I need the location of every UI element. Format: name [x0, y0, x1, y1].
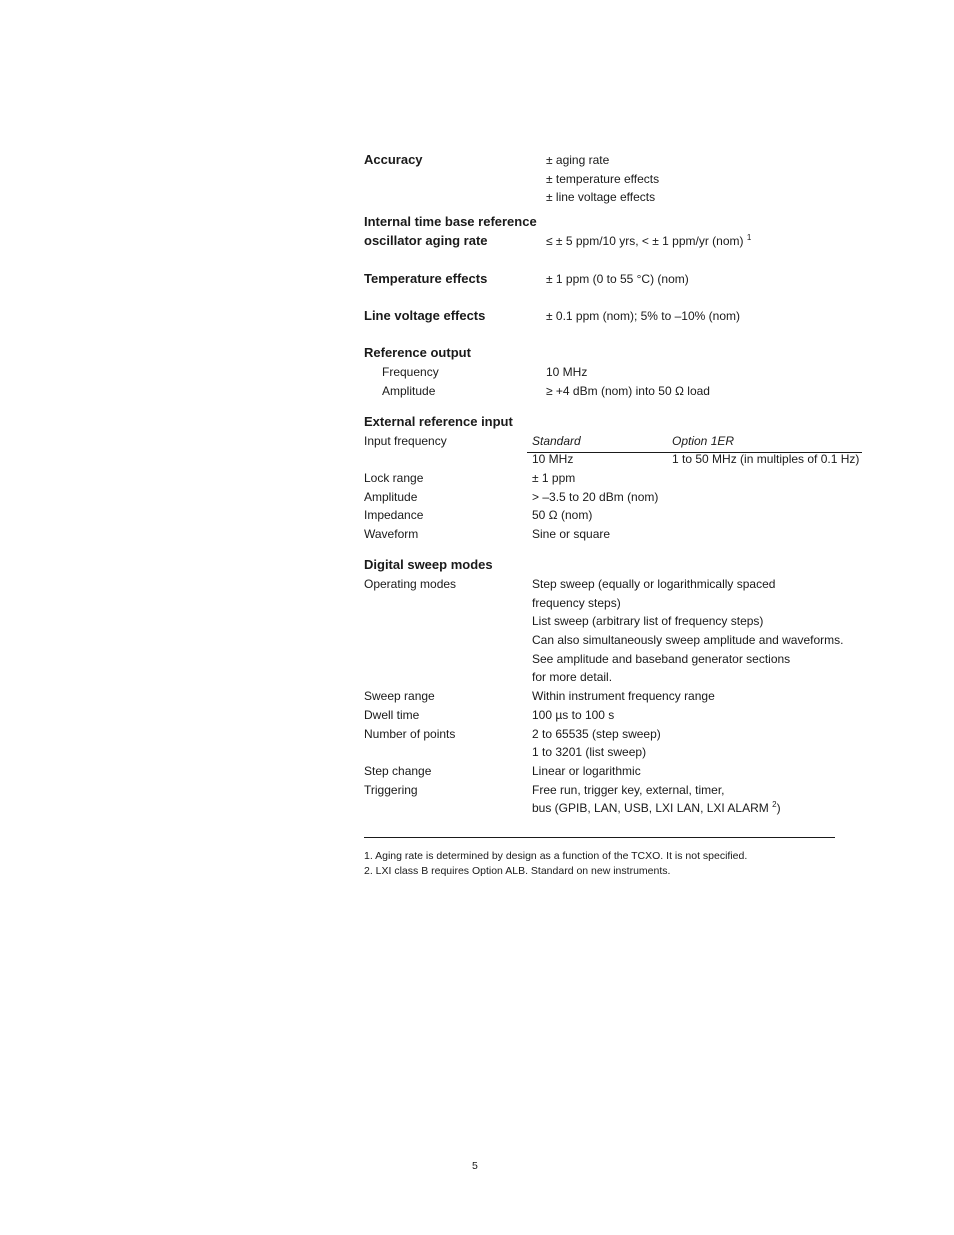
impedance-value: 50 Ω (nom): [532, 508, 593, 522]
option-value: 1 to 50 MHz (in multiples of 0.1 Hz): [672, 452, 860, 466]
lock-range-label: Lock range: [364, 471, 424, 485]
ext-amplitude-label: Amplitude: [364, 490, 418, 504]
step-change-label: Step change: [364, 764, 432, 778]
accuracy-line: ± temperature effects: [546, 172, 660, 186]
sweep-range-label: Sweep range: [364, 689, 435, 703]
footnote-2: 2. LXI class B requires Option ALB. Standard on new instruments.: [364, 865, 671, 877]
footnote-rule: [364, 837, 835, 838]
aging-value: [546, 234, 751, 249]
aging-label-line1: Internal time base reference: [364, 214, 537, 229]
num-points-line: 2 to 65535 (step sweep): [532, 727, 661, 741]
footnote-ref-1: 1: [746, 233, 752, 242]
waveform-value: Sine or square: [532, 527, 611, 541]
operating-modes-line: for more detail.: [532, 670, 613, 684]
sweep-range-value: Within instrument frequency range: [532, 689, 715, 703]
num-points-line: 1 to 3201 (list sweep): [532, 745, 647, 759]
step-change-value: Linear or logarithmic: [532, 764, 641, 778]
aging-value-text: ≤ ± 5 ppm/10 yrs, < ± 1 ppm/yr (nom): [546, 234, 744, 248]
accuracy-label: Accuracy: [364, 152, 423, 167]
lock-range-value: ± 1 ppm: [532, 471, 576, 485]
col-option-header: Option 1ER: [672, 434, 735, 448]
temperature-value: ± 1 ppm (0 to 55 °C) (nom): [546, 272, 689, 286]
waveform-label: Waveform: [364, 527, 419, 541]
operating-modes-line: Can also simultaneously sweep amplitude and waveforms.: [532, 633, 844, 647]
footnote-ref-2: 2: [772, 800, 777, 809]
dwell-time-label: Dwell time: [364, 708, 420, 722]
accuracy-line: ± line voltage effects: [546, 190, 656, 204]
triggering-line2: [532, 801, 781, 816]
col-standard-header: Standard: [532, 434, 581, 448]
ref-out-amplitude-label: Amplitude: [382, 384, 436, 398]
aging-label-line2: oscillator aging rate: [364, 233, 488, 248]
accuracy-line: ± aging rate: [546, 153, 610, 167]
digital-sweep-label: Digital sweep modes: [364, 557, 493, 572]
temperature-label: Temperature effects: [364, 271, 488, 286]
num-points-label: Number of points: [364, 727, 456, 741]
input-frequency-label: Input frequency: [364, 434, 447, 448]
triggering-line2-text: bus (GPIB, LAN, USB, LXI LAN, LXI ALARM: [532, 801, 769, 815]
footnote-1: 1. Aging rate is determined by design as a function of the TCXO. It is not specified.: [364, 850, 748, 862]
line-voltage-label: Line voltage effects: [364, 308, 486, 323]
dwell-time-value: 100 µs to 100 s: [532, 708, 615, 722]
triggering-close: ): [776, 801, 781, 815]
triggering-line1: Free run, trigger key, external, timer,: [532, 783, 725, 797]
external-reference-label: External reference input: [364, 414, 513, 429]
ref-out-frequency-value: 10 MHz: [546, 365, 588, 379]
operating-modes-line: frequency steps): [532, 596, 621, 610]
triggering-label: Triggering: [364, 783, 418, 797]
operating-modes-label: Operating modes: [364, 577, 457, 591]
ext-amplitude-value: > –3.5 to 20 dBm (nom): [532, 490, 659, 504]
standard-value: 10 MHz: [532, 452, 574, 466]
reference-output-label: Reference output: [364, 345, 471, 360]
operating-modes-line: List sweep (arbitrary list of frequency steps): [532, 614, 764, 628]
line-voltage-value: ± 0.1 ppm (nom); 5% to –10% (nom): [546, 309, 740, 323]
page-number: 5: [472, 1160, 478, 1172]
impedance-label: Impedance: [364, 508, 424, 522]
operating-modes-line: See amplitude and baseband generator sections: [532, 652, 791, 666]
ref-out-frequency-label: Frequency: [382, 365, 439, 379]
ref-out-amplitude-value: ≥ +4 dBm (nom) into 50 Ω load: [546, 384, 710, 398]
operating-modes-line: Step sweep (equally or logarithmically spaced: [532, 577, 776, 591]
